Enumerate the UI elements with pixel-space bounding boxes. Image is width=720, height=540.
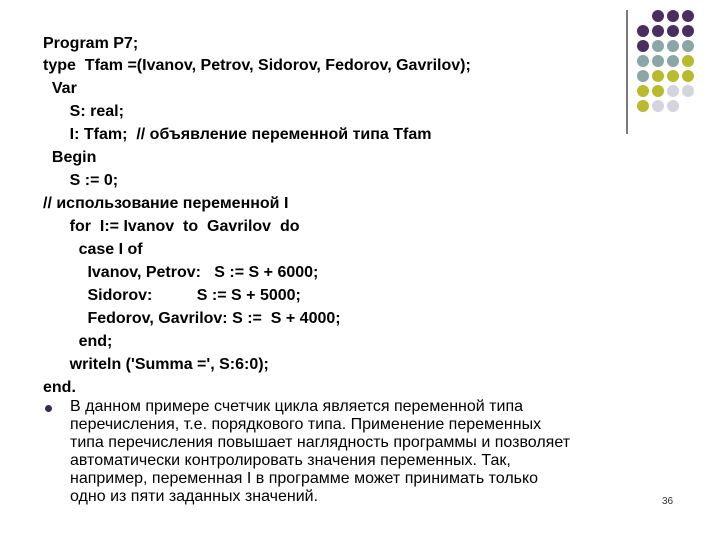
bullet-icon <box>45 405 52 412</box>
code-line: for I:= Ivanov to Gavrilov do <box>43 218 300 235</box>
decorative-dot <box>637 40 649 52</box>
code-line: Ivanov, Petrov: S := S + 6000; <box>43 264 319 281</box>
page-number: 36 <box>662 496 674 507</box>
decorative-dot <box>667 100 679 112</box>
decorative-dot <box>637 100 649 112</box>
decorative-dot <box>637 85 649 97</box>
code-line: Begin <box>43 149 97 166</box>
paragraph-line: одно из пяти заданных значений. <box>70 488 319 505</box>
code-line: // использование переменной I <box>43 195 289 212</box>
paragraph-line: перечисления, т.е. порядкового типа. Применение переменных <box>70 416 542 433</box>
decorative-dot <box>652 70 664 82</box>
code-line: Program P7; <box>43 35 139 52</box>
decorative-dot <box>682 40 694 52</box>
code-line: S: real; <box>43 103 124 120</box>
paragraph-line: В данном примере счетчик цикла является переменной типа <box>70 398 523 415</box>
code-line: Var <box>43 80 77 97</box>
code-line: Fedorov, Gavrilov: S := S + 4000; <box>43 310 341 327</box>
decorative-divider-line <box>626 10 628 134</box>
decorative-dot <box>682 70 694 82</box>
decorative-dot <box>652 25 664 37</box>
code-line: writeln ('Summa =', S:6:0); <box>43 356 269 373</box>
bullet-paragraph <box>70 398 660 506</box>
code-line: Sidorov: S := S + 5000; <box>43 287 301 304</box>
decorative-dot <box>637 70 649 82</box>
decorative-dot <box>652 100 664 112</box>
decorative-dot <box>667 85 679 97</box>
code-line: end. <box>43 379 76 396</box>
decorative-dot-grid <box>637 10 719 106</box>
code-line: I: Tfam; // объявление переменной типа Tfam <box>43 126 432 143</box>
decorative-dot <box>682 55 694 67</box>
decorative-dot <box>652 10 664 22</box>
decorative-dot <box>682 85 694 97</box>
decorative-dot <box>667 25 679 37</box>
paragraph-line: типа перечисления повышает наглядность программы и позволяет <box>70 434 571 451</box>
decorative-dot <box>652 40 664 52</box>
decorative-dot <box>667 55 679 67</box>
decorative-dot <box>652 55 664 67</box>
decorative-dot <box>652 85 664 97</box>
code-line: S := 0; <box>43 172 119 189</box>
decorative-dot <box>667 10 679 22</box>
decorative-dot <box>637 55 649 67</box>
code-line: case I of <box>43 241 143 258</box>
code-line: type Tfam =(Ivanov, Petrov, Sidorov, Fedorov, Gavrilov); <box>43 57 471 74</box>
decorative-dot <box>637 25 649 37</box>
paragraph-line: автоматически контролировать значения переменных. Так, <box>70 452 511 469</box>
decorative-dot <box>667 70 679 82</box>
decorative-dot <box>682 25 694 37</box>
paragraph-line: например, переменная I в программе может принимать только <box>70 470 539 487</box>
decorative-dot <box>667 40 679 52</box>
decorative-dot <box>682 10 694 22</box>
code-line: end; <box>43 333 113 350</box>
